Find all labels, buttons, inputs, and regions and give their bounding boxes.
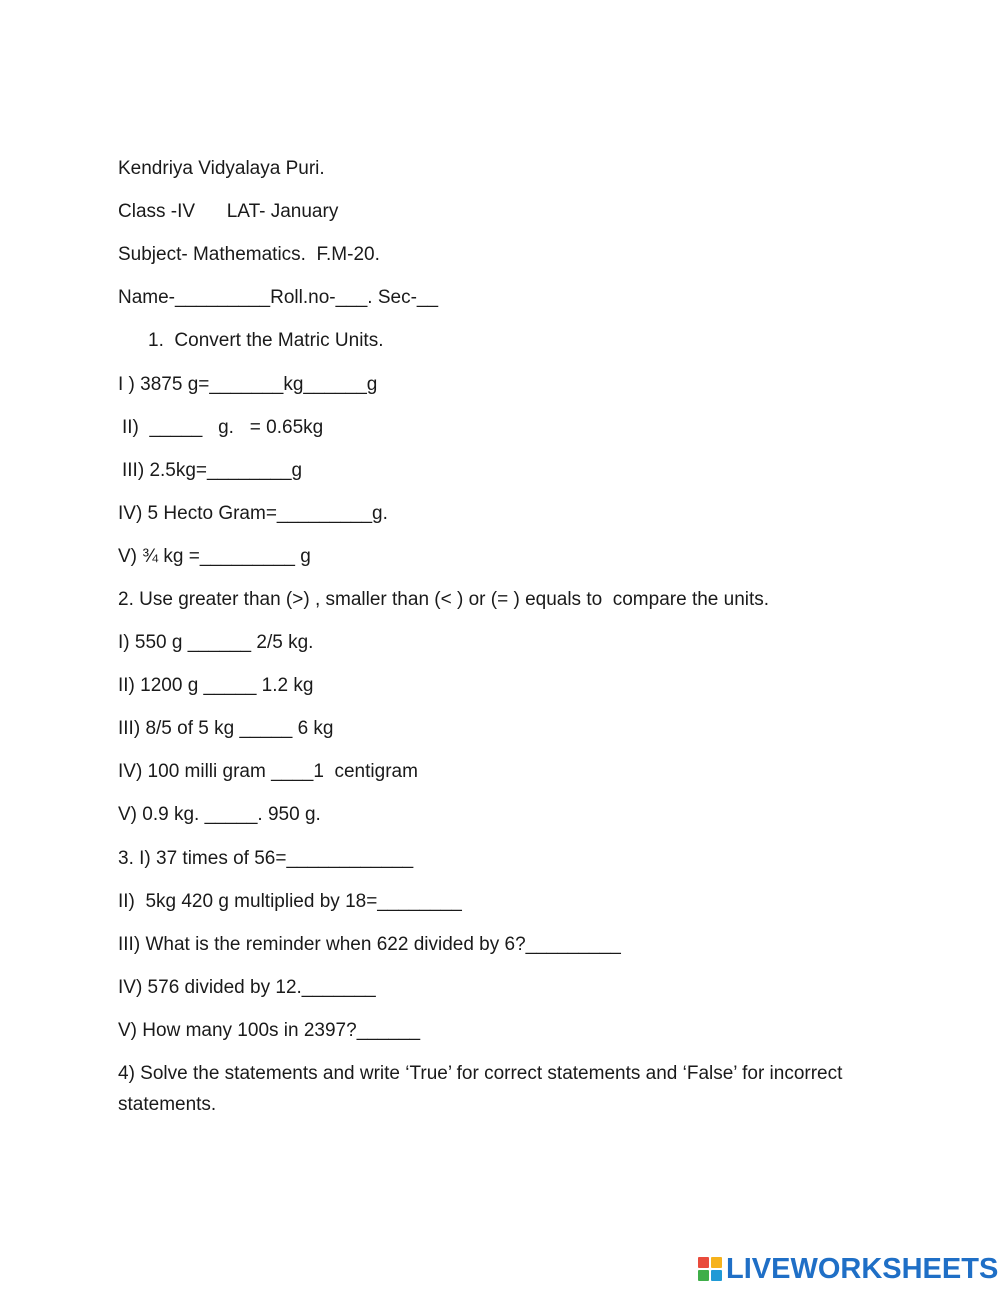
section2-item-1: I) 550 g ______ 2/5 kg.: [118, 632, 314, 653]
section2-title: 2. Use greater than (>) , smaller than (< ) or (= ) equals to compare the units.: [118, 589, 770, 610]
class-line: Class -IV LAT- January: [118, 201, 339, 222]
section3-item-1: 3. I) 37 times of 56=____________: [118, 848, 414, 869]
section1-item-2: II) _____ g. = 0.65kg: [122, 417, 324, 438]
liveworksheets-logo-icon: [698, 1257, 722, 1281]
section2-item-5: V) 0.9 kg. _____. 950 g.: [118, 804, 321, 825]
section1-item-3: III) 2.5kg=________g: [122, 460, 303, 481]
section1-item-1: I ) 3875 g=_______kg______g: [118, 374, 378, 395]
brand-name: LIVEWORKSHEETS: [726, 1253, 999, 1285]
section3-item-4: IV) 576 divided by 12._______: [118, 977, 376, 998]
logo-tile-l: [698, 1257, 709, 1268]
section2-item-3: III) 8/5 of 5 kg _____ 6 kg: [118, 718, 334, 739]
logo-tile-v: [698, 1270, 709, 1281]
section4-title: 4) Solve the statements and write ‘True’ for correct statements and ‘False’ for incorrect statements.: [118, 1063, 843, 1115]
liveworksheets-brand: [698, 1252, 998, 1286]
section1-item-5: V) ¾ kg =_________ g: [118, 546, 311, 567]
school-name: Kendriya Vidyalaya Puri.: [118, 158, 325, 179]
section1-item-4: IV) 5 Hecto Gram=_________g.: [118, 503, 388, 524]
section3-item-5: V) How many 100s in 2397?______: [118, 1020, 421, 1041]
logo-tile-i: [711, 1257, 722, 1268]
section3-item-3: III) What is the reminder when 622 divided by 6?_________: [118, 934, 621, 955]
section3-item-2: II) 5kg 420 g multiplied by 18=________: [118, 891, 462, 912]
name-line: Name-_________Roll.no-___. Sec-__: [118, 287, 439, 308]
section2-item-4: IV) 100 milli gram ____1 centigram: [118, 761, 418, 782]
section1-title: 1. Convert the Matric Units.: [148, 330, 384, 351]
subject-line: Subject- Mathematics. F.M-20.: [118, 244, 380, 265]
logo-tile-e: [711, 1270, 722, 1281]
section2-item-2: II) 1200 g _____ 1.2 kg: [118, 675, 314, 696]
